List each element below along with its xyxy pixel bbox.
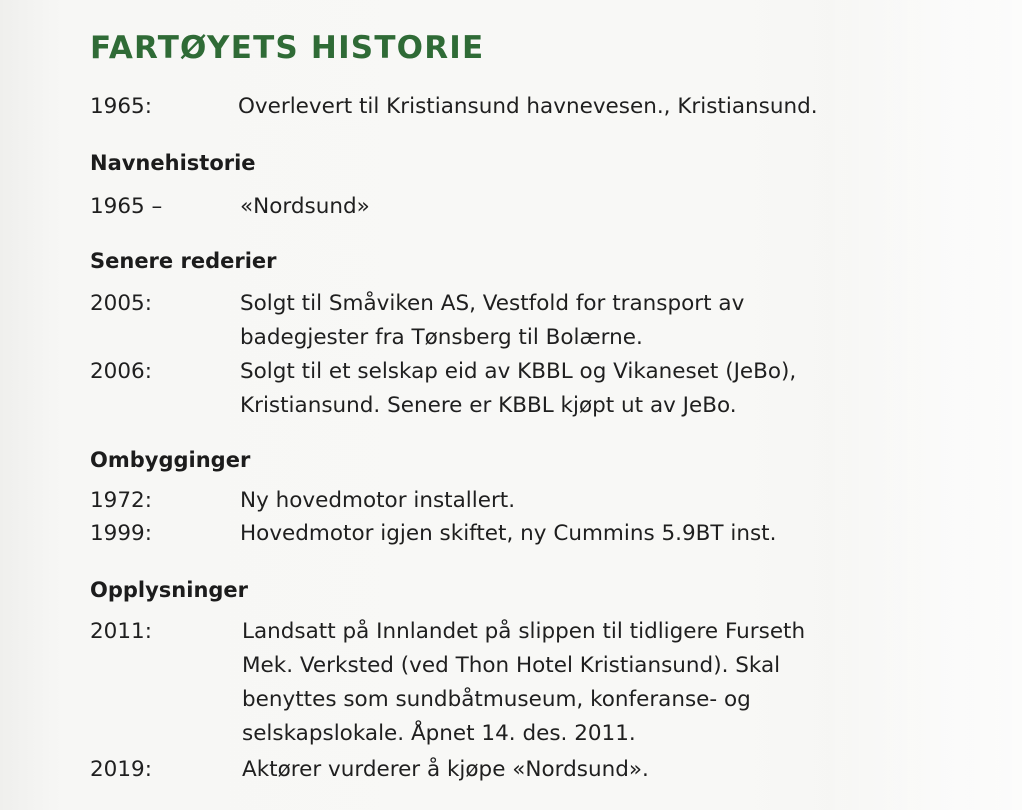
entry-text <box>240 287 744 355</box>
entry-line: Mek. Verksted (ved Thon Hotel Kristiansund). Skal <box>242 653 781 678</box>
section-heading-navnehistorie: Navnehistorie <box>90 151 256 175</box>
entry-line: selskapslokale. Åpnet 14. des. 2011. <box>242 721 636 746</box>
page-margin <box>822 0 1022 810</box>
entry-text <box>242 615 805 751</box>
entry-line: Aktører vurderer å kjøpe «Nordsund». <box>242 757 649 782</box>
entry-text <box>240 484 515 518</box>
entry-text <box>240 190 370 224</box>
entry-year: 2019: <box>90 757 152 782</box>
entry-text <box>240 517 776 551</box>
entry-year: 1972: <box>90 488 152 513</box>
entry-year: 1965 – <box>90 194 163 219</box>
page-title: FARTØYETS HISTORIE <box>90 30 485 66</box>
section-heading-ombygginger: Ombygginger <box>90 448 251 472</box>
entry-text <box>242 753 649 787</box>
entry-text <box>240 355 796 423</box>
entry-line: Landsatt på Innlandet på slippen til tidligere Furseth <box>242 619 806 644</box>
entry-line: benyttes som sundbåtmuseum, konferanse- og <box>242 687 751 712</box>
entry-year: 2011: <box>90 619 152 644</box>
entry-line: Kristiansund. Senere er KBBL kjøpt ut av JeBo. <box>240 393 737 418</box>
entry-line: «Nordsund» <box>240 194 370 219</box>
entry-text <box>238 90 818 124</box>
entry-year: 1999: <box>90 521 152 546</box>
section-heading-opplysninger: Opplysninger <box>90 578 249 602</box>
entry-line: Ny hovedmotor installert. <box>240 488 516 513</box>
entry-year: 2006: <box>90 359 152 384</box>
entry-line: Overlevert til Kristiansund havnevesen., Kristiansund. <box>238 94 818 119</box>
entry-line: Hovedmotor igjen skiftet, ny Cummins 5.9BT inst. <box>240 521 777 546</box>
entry-line: Solgt til Småviken AS, Vestfold for transport av <box>240 291 745 316</box>
entry-year: 2005: <box>90 291 152 316</box>
entry-year: 1965: <box>90 94 152 119</box>
section-heading-rederier: Senere rederier <box>90 249 277 273</box>
entry-line: badegjester fra Tønsberg til Bolærne. <box>240 325 643 350</box>
entry-line: Solgt til et selskap eid av KBBL og Vikaneset (JeBo), <box>240 359 797 384</box>
